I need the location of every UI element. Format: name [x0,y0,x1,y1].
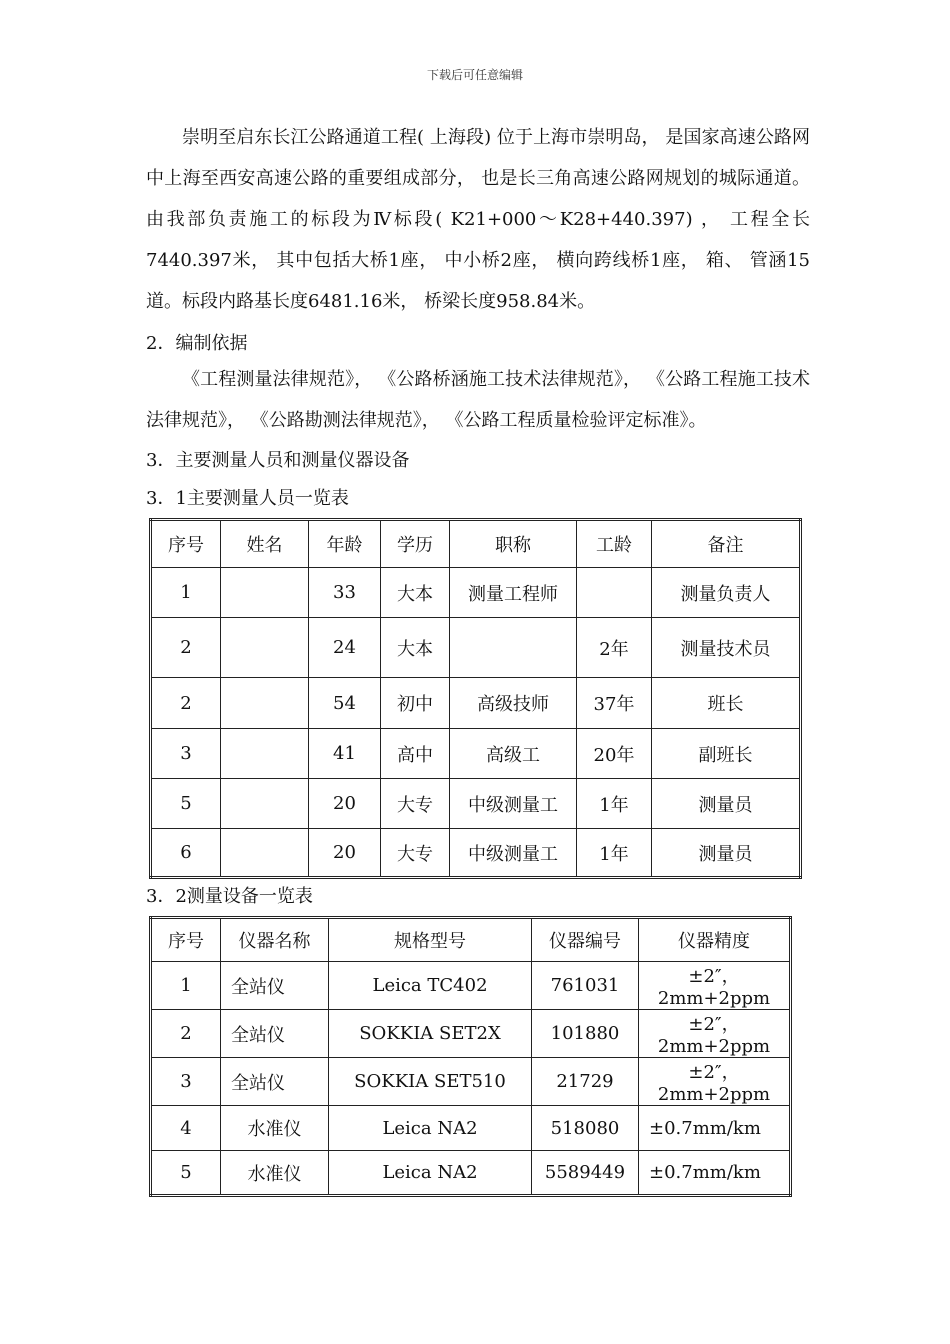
table-cell: 761031 [532,962,639,1010]
header-cell: 规格型号 [329,918,532,962]
table-cell: 大本 [381,618,450,678]
table-cell [577,568,652,618]
header-cell: 年龄 [309,520,381,568]
table-cell [221,829,309,878]
header-cell: 仪器精度 [639,918,791,962]
section2-body: 《工程测量法律规范》， 《公路桥涵施工技术法律规范》， 《公路工程施工技术法律规范》， 《公路勘测法律规范》， 《公路工程质量检验评定标准》。 [146,369,810,431]
header-cell: 姓名 [221,520,309,568]
table-cell: 中级测量工 [450,829,577,878]
header-cell: 职称 [450,520,577,568]
table-cell: 测量负责人 [652,568,801,618]
table-cell: 2 [151,678,221,729]
table-row [151,962,791,1010]
table-cell: 测量员 [652,829,801,878]
table-cell: 41 [309,729,381,779]
table-row [151,678,801,729]
table-cell: SOKKIA SET510 [329,1058,532,1106]
table-cell: 20年 [577,729,652,779]
section32-title: 3．2测量设备一览表 [146,886,313,907]
table-cell: Leica TC402 [329,962,532,1010]
table-cell [221,779,309,829]
table-row [151,1151,791,1196]
header-cell: 仪器名称 [221,918,329,962]
table-cell: 全站仪 [221,1058,329,1106]
header-cell: 序号 [151,520,221,568]
table-cell: 5 [151,1151,221,1196]
table-cell: 副班长 [652,729,801,779]
header-cell: 序号 [151,918,221,962]
table-row [151,1106,791,1151]
table-cell: ±2″，2mm+2ppm [639,962,791,1010]
table-cell: 高级工 [450,729,577,779]
section2-title: 2．编制依据 [146,333,248,354]
table-cell: 1年 [577,779,652,829]
table-cell: 1 [151,962,221,1010]
table-cell: 5589449 [532,1151,639,1196]
table-cell: Leica NA2 [329,1151,532,1196]
table-cell: 初中 [381,678,450,729]
table-cell: 水准仪 [221,1151,329,1196]
table-cell: 班长 [652,678,801,729]
table-header-row [151,520,801,568]
table-header-row [151,918,791,962]
table-row [151,1010,791,1058]
table-cell: 中级测量工 [450,779,577,829]
table-cell: 20 [309,829,381,878]
table-cell [221,678,309,729]
table-cell: 6 [151,829,221,878]
table-cell: 大专 [381,829,450,878]
header-cell: 仪器编号 [532,918,639,962]
table-cell: 全站仪 [221,1010,329,1058]
table-cell: ±0.7mm/km [639,1151,791,1196]
table-cell: 24 [309,618,381,678]
table-cell: 测量工程师 [450,568,577,618]
staff-table [149,518,802,879]
table-row [151,729,801,779]
table-cell: 1年 [577,829,652,878]
table-cell: 3 [151,1058,221,1106]
table-cell: 5 [151,779,221,829]
table-cell [221,568,309,618]
table-row [151,779,801,829]
header-cell: 学历 [381,520,450,568]
table-cell: 大本 [381,568,450,618]
table-row [151,829,801,878]
table-cell: 2 [151,618,221,678]
table-cell: 高级技师 [450,678,577,729]
table-cell: 37年 [577,678,652,729]
table-row [151,568,801,618]
section31-title: 3．1主要测量人员一览表 [146,488,349,509]
table-cell [450,618,577,678]
table-cell: 54 [309,678,381,729]
section3-title: 3．主要测量人员和测量仪器设备 [146,450,410,471]
equipment-table [149,916,792,1197]
table-cell: Leica NA2 [329,1106,532,1151]
header-cell: 工龄 [577,520,652,568]
table-cell: 3 [151,729,221,779]
table-cell: 1 [151,568,221,618]
table-cell: 21729 [532,1058,639,1106]
table-cell: 全站仪 [221,962,329,1010]
table-cell: 测量技术员 [652,618,801,678]
table-cell: ±2″，2mm+2ppm [639,1058,791,1106]
table-cell: ±0.7mm/km [639,1106,791,1151]
header-cell: 备注 [652,520,801,568]
intro-paragraph: 崇明至启东长江公路通道工程( 上海段) 位于上海市崇明岛， 是国家高速公路网中上海至西安高速公路的重要组成部分， 也是长三角高速公路网规划的城际通道。由我部负责施工的标段为Ⅳ标段( K21+000～K28+440.397) ， 工程全长7440.397米， 其中包括大桥1座， 中小桥2座， 横向跨线桥1座， 箱、 管涵15道。标段内路基长度6481.16米， 桥梁长度958.84米。 [146,127,810,312]
table-cell: 518080 [532,1106,639,1151]
table-cell: 33 [309,568,381,618]
table-cell: 高中 [381,729,450,779]
table-row [151,1058,791,1106]
table-cell [221,618,309,678]
table-cell: 101880 [532,1010,639,1058]
table-cell: 20 [309,779,381,829]
table-cell: 水准仪 [221,1106,329,1151]
page-header: 下载后可任意编辑 [426,68,523,82]
table-cell: 2 [151,1010,221,1058]
table-cell: SOKKIA SET2X [329,1010,532,1058]
table-cell: ±2″，2mm+2ppm [639,1010,791,1058]
table-cell: 4 [151,1106,221,1151]
table-cell: 大专 [381,779,450,829]
table-row [151,618,801,678]
table-cell [221,729,309,779]
table-cell: 测量员 [652,779,801,829]
table-cell: 2年 [577,618,652,678]
